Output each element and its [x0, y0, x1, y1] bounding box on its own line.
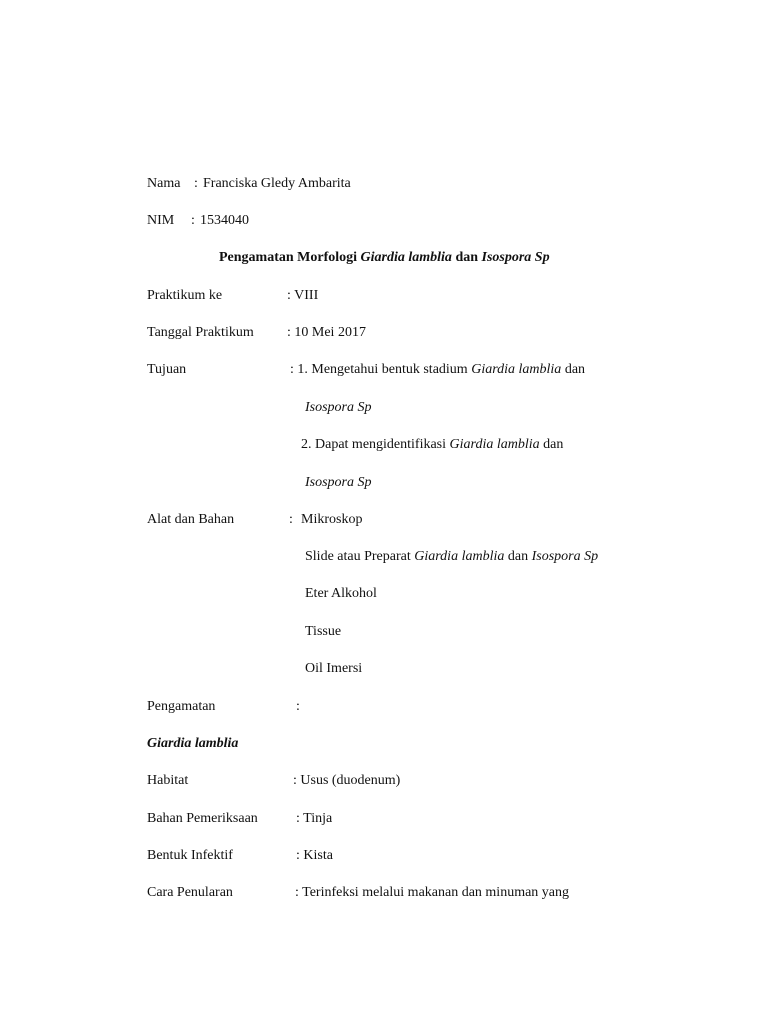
nim-separator: : [191, 213, 195, 228]
praktikum-value: : VIII [287, 288, 319, 303]
tujuan-1-continuation [305, 399, 372, 417]
tujuan-1-species: Giardia lamblia [471, 362, 562, 377]
title-text-1: Pengamatan Morfologi [219, 250, 361, 265]
tujuan-1-cont-species: Isospora Sp [305, 400, 372, 415]
cara-value: : Terinfeksi melalui makanan dan minuman yang [295, 885, 570, 900]
habitat-label: Habitat [147, 773, 189, 788]
tujuan-1-suffix: dan [561, 362, 586, 377]
tujuan-1 [290, 361, 585, 379]
pengamatan-separator: : [296, 699, 300, 714]
bahan-value: : Tinja [296, 811, 333, 826]
tujuan-label: Tujuan [147, 362, 187, 377]
alat-separator: : [289, 512, 293, 527]
title-species-2: Isospora Sp [481, 250, 550, 265]
alat-item-eter: Eter Alkohol [305, 586, 377, 601]
alat-item-slide [305, 548, 598, 566]
tanggal-label: Tanggal Praktikum [147, 325, 254, 340]
tujuan-2-continuation [305, 474, 372, 492]
cara-label: Cara Penularan [147, 885, 233, 900]
nim-label: NIM [147, 213, 175, 228]
title-text-2: dan [451, 250, 482, 265]
pengamatan-label: Pengamatan [147, 699, 216, 714]
praktikum-label: Praktikum ke [147, 288, 223, 303]
page-title [219, 249, 550, 267]
bahan-label: Bahan Pemeriksaan [147, 811, 258, 826]
alat-item-slide-species-2: Isospora Sp [531, 549, 599, 564]
nim-value: 1534040 [200, 213, 249, 228]
alat-item-tissue: Tissue [305, 624, 342, 639]
tujuan-2 [301, 436, 563, 454]
tujuan-2-cont-species: Isospora Sp [305, 475, 372, 490]
alat-item-oil: Oil Imersi [305, 661, 363, 676]
nama-separator: : [194, 176, 198, 191]
bentuk-value: : Kista [296, 848, 333, 863]
habitat-value: : Usus (duodenum) [293, 773, 401, 788]
nama-value: Franciska Gledy Ambarita [203, 176, 351, 191]
alat-label: Alat dan Bahan [147, 512, 235, 527]
alat-item-mikroskop: Mikroskop [301, 512, 363, 527]
nama-label: Nama [147, 176, 181, 191]
tujuan-2-prefix: 2. Dapat mengidentifikasi [301, 437, 450, 452]
title-species-1: Giardia lamblia [360, 250, 452, 265]
alat-item-slide-mid: dan [504, 549, 532, 564]
tujuan-2-species: Giardia lamblia [449, 437, 540, 452]
tujuan-1-prefix: : 1. Mengetahui bentuk stadium [290, 362, 472, 377]
tujuan-2-suffix: dan [539, 437, 564, 452]
bentuk-label: Bentuk Infektif [147, 848, 233, 863]
section-title-giardia: Giardia lamblia [147, 736, 239, 751]
alat-item-slide-species-1: Giardia lamblia [414, 549, 505, 564]
alat-item-slide-prefix: Slide atau Preparat [305, 549, 415, 564]
tanggal-value: : 10 Mei 2017 [287, 325, 366, 340]
